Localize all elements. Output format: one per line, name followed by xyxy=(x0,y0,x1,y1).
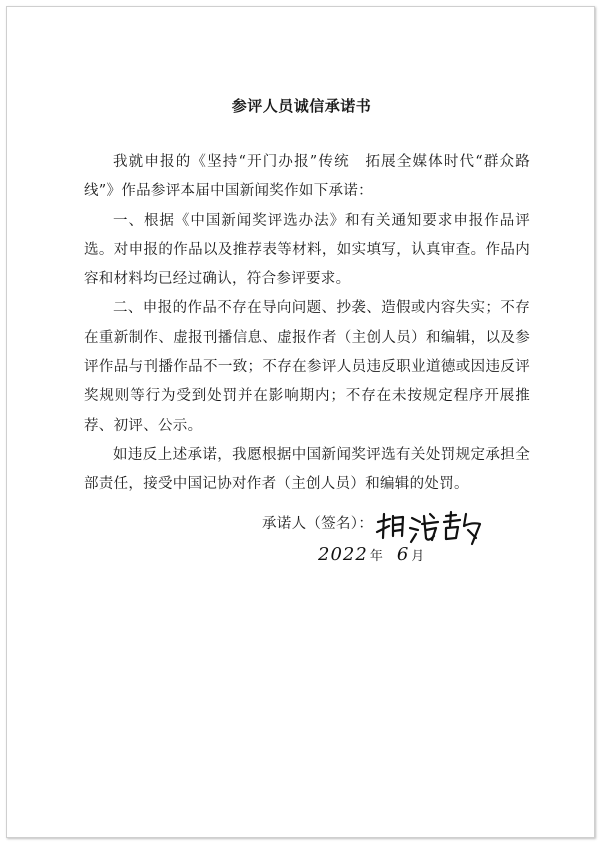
date-year-unit: 年 xyxy=(369,549,383,564)
document-title: 参评人员诚信承诺书 xyxy=(231,97,372,115)
intro-paragraph: 我就申报的《坚持“开门办报”传统 拓展全媒体时代“群众路线”》作品参评本届中国新闻奖作如下承诺： xyxy=(84,154,530,200)
commitment-paragraph-1: 一、根据《中国新闻奖评选办法》和有关通知要求申报作品评选。对申报的作品以及推荐表等材料，如实填写，认真审查。作品内容和材料均已经过确认，符合参评要求。 xyxy=(84,212,530,288)
date-month: 6 xyxy=(396,544,410,565)
handwritten-signature xyxy=(372,508,492,548)
document-body xyxy=(84,148,530,500)
commitment-paragraph-2: 二、申报的作品不存在导向问题、抄袭、造假或内容失实；不存在重新制作、虚报刊播信息、虚报作者（主创人员）和编辑，以及参评作品与刊播作品不一致；不存在参评人员违反职业道德或因违反评奖规则等行为受到处罚并在影响期内；不存在未按规定程序开展推荐、初评、公示。 xyxy=(84,300,530,434)
signature-block xyxy=(262,508,522,578)
signature-date xyxy=(318,544,430,565)
date-month-unit: 月 xyxy=(411,549,425,564)
date-year: 2022 xyxy=(318,544,368,565)
liability-paragraph: 如违反上述承诺，我愿根据中国新闻奖评选有关处罚规定承担全部责任，接受中国记协对作者（主创人员）和编辑的处罚。 xyxy=(84,446,530,493)
signature-label: 承诺人（签名）： xyxy=(262,516,374,532)
